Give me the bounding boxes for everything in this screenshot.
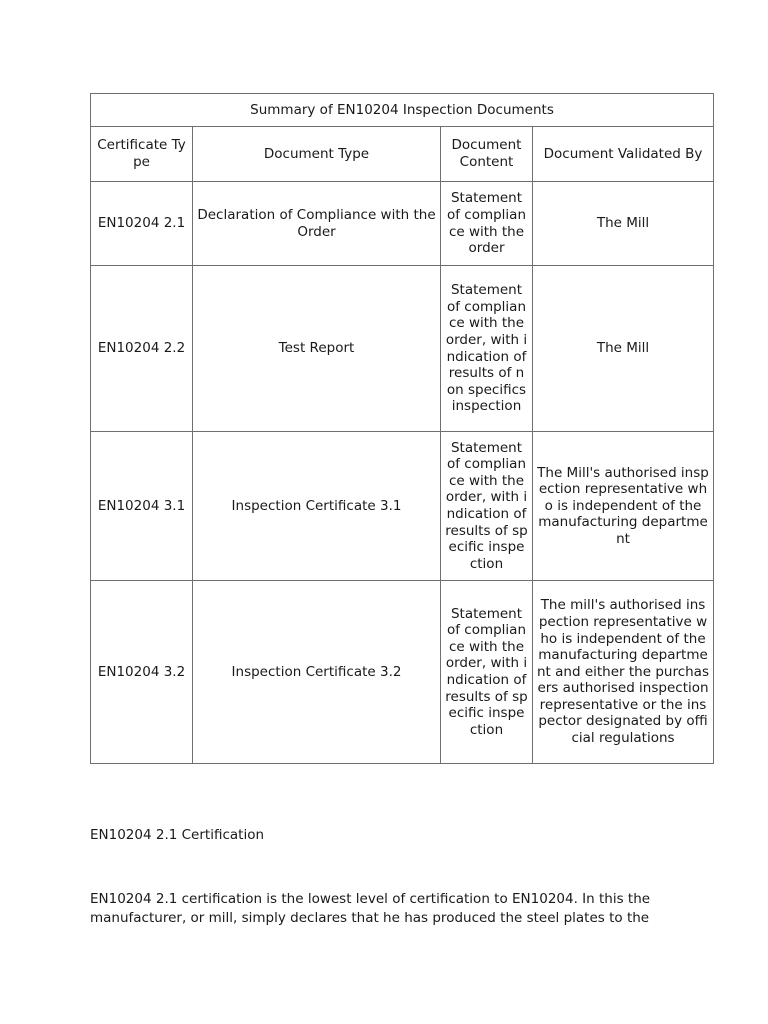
cell-document-content: Statement of compliance with the order xyxy=(441,182,533,266)
cell-certificate-type: EN10204 3.2 xyxy=(91,581,193,764)
cell-document-type: Inspection Certificate 3.1 xyxy=(193,432,441,581)
table-row xyxy=(91,581,714,764)
cell-document-type: Inspection Certificate 3.2 xyxy=(193,581,441,764)
table-row xyxy=(91,182,714,266)
header-document-content: Document Content xyxy=(441,127,533,182)
cell-certificate-type: EN10204 2.2 xyxy=(91,266,193,432)
table-header-row xyxy=(91,127,714,182)
cell-validated-by: The mill's authorised inspection representative who is independent of the manufacturing department and either the purchasers authorised inspection representative or the inspector designated by official regulations xyxy=(533,581,714,764)
table-caption: Summary of EN10204 Inspection Documents xyxy=(91,94,714,127)
header-validated-by: Document Validated By xyxy=(533,127,714,182)
cell-document-type: Test Report xyxy=(193,266,441,432)
cell-certificate-type: EN10204 2.1 xyxy=(91,182,193,266)
section-paragraph: EN10204 2.1 certification is the lowest level of certification to EN10204. In this the manufacturer, or mill, simply declares that he has produced the steel plates to the xyxy=(90,891,651,926)
table-row xyxy=(91,266,714,432)
table-row xyxy=(91,432,714,581)
header-certificate-type: Certificate Type xyxy=(91,127,193,182)
cell-document-content: Statement of compliance with the order, with indication of results of non specifics inspection xyxy=(441,266,533,432)
cell-document-type: Declaration of Compliance with the Order xyxy=(193,182,441,266)
cell-document-content: Statement of compliance with the order, with indication of results of specific inspection xyxy=(441,581,533,764)
section-heading: EN10204 2.1 Certification xyxy=(90,827,265,843)
cell-validated-by: The Mill xyxy=(533,266,714,432)
summary-table xyxy=(90,93,714,764)
header-document-type: Document Type xyxy=(193,127,441,182)
cell-validated-by: The Mill's authorised inspection representative who is independent of the manufacturing department xyxy=(533,432,714,581)
cell-validated-by: The Mill xyxy=(533,182,714,266)
table-title-row xyxy=(91,94,714,127)
cell-document-content: Statement of compliance with the order, with indication of results of specific inspection xyxy=(441,432,533,581)
cell-certificate-type: EN10204 3.1 xyxy=(91,432,193,581)
